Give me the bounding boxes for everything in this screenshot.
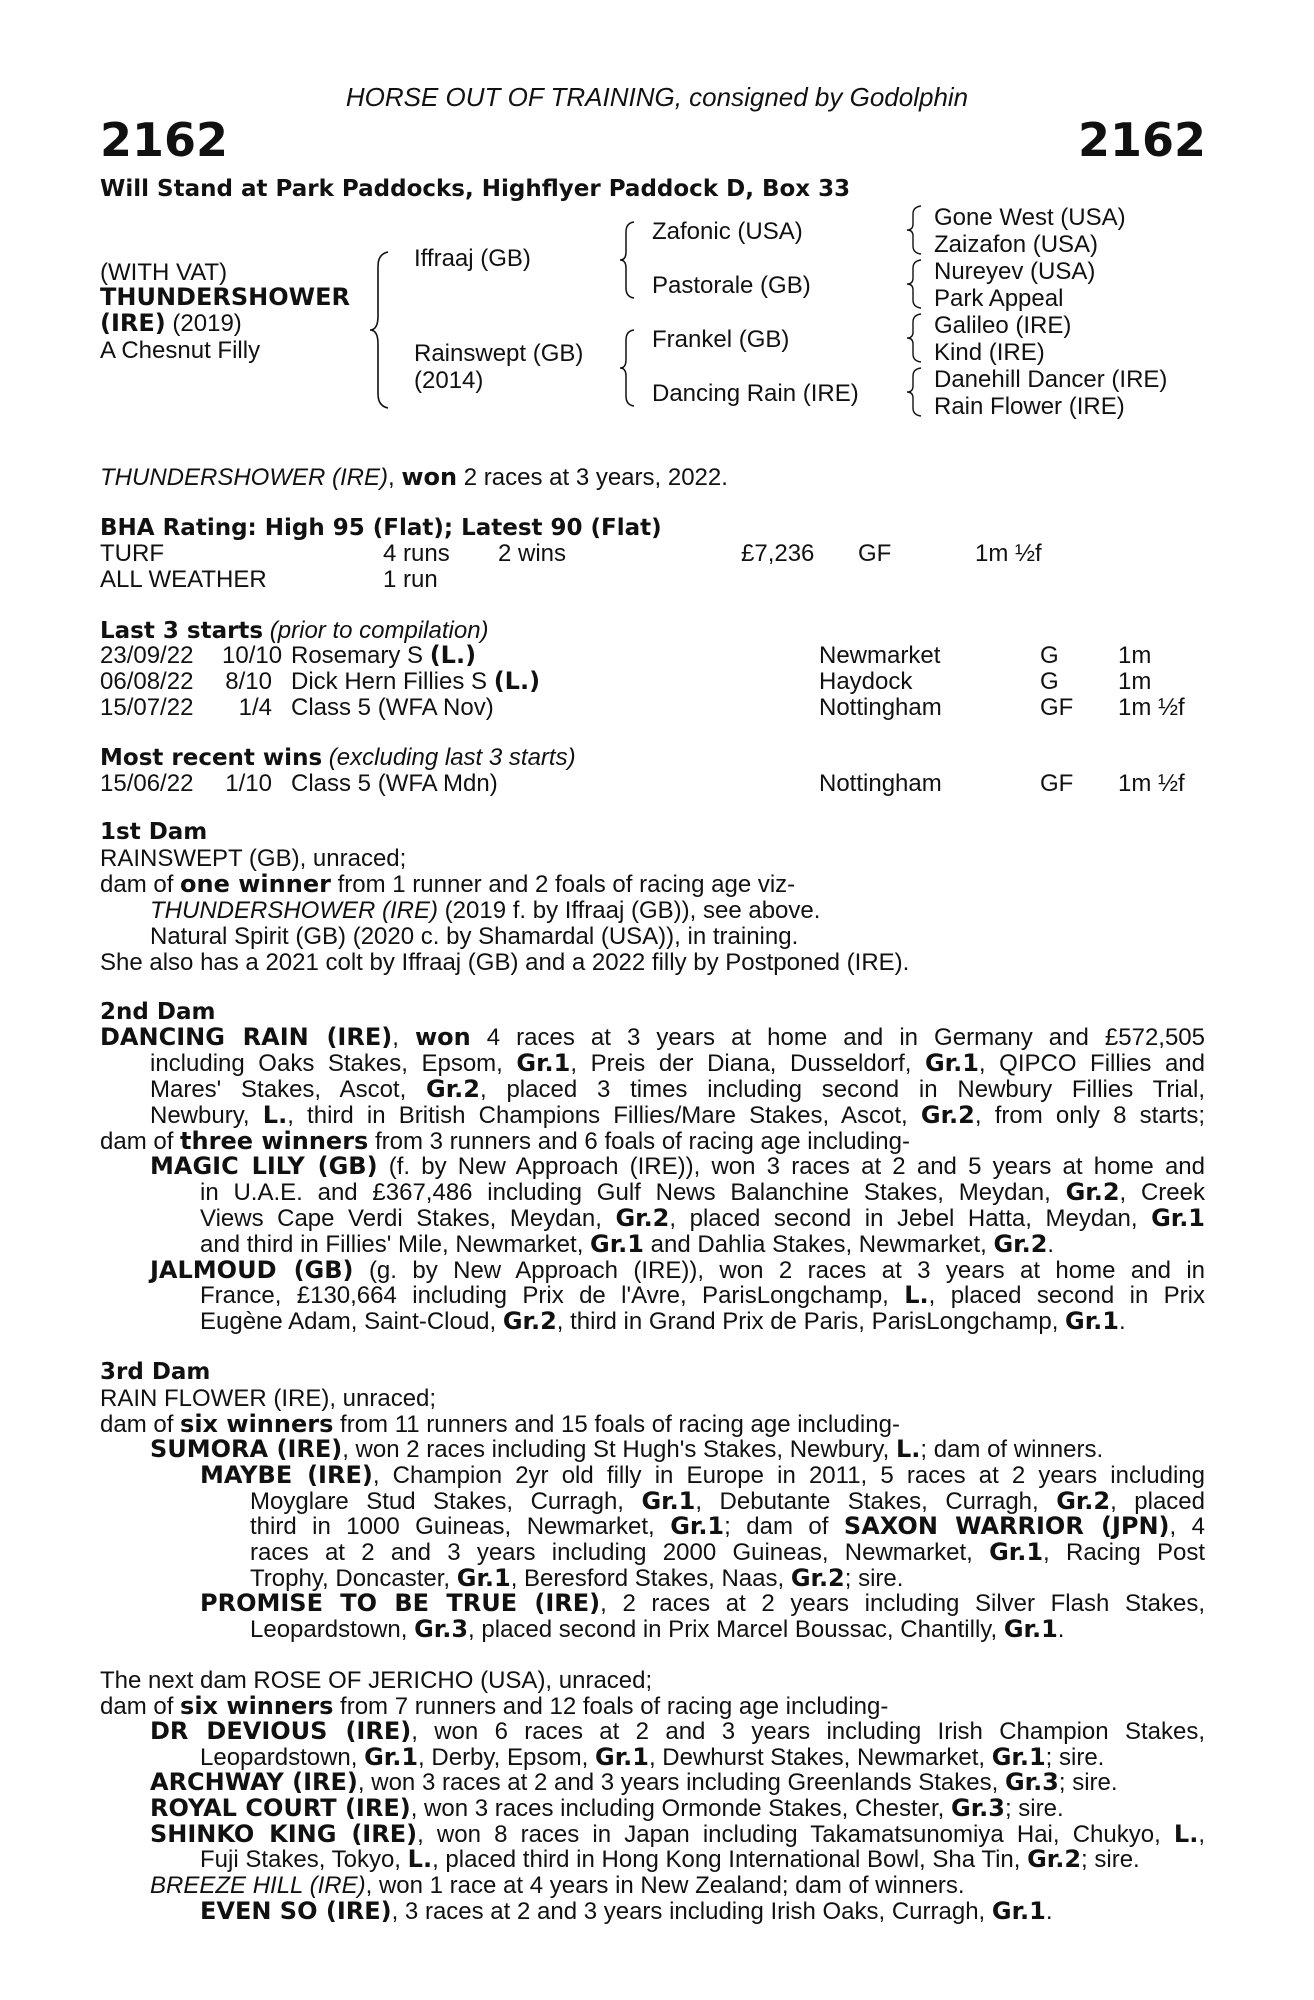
pedigree-sire: Iffraaj (GB) [414, 245, 531, 272]
dam3-title: 3rd Dam [100, 1359, 211, 1385]
pedigree-brace-sire [618, 220, 638, 300]
dam4-line-d: Leopardstown, Gr.1, Derby, Epsom, Gr.1, Dewhurst Stakes, Newmarket, Gr.1; sire. [200, 1743, 1105, 1771]
dam3-line-j: Leopardstown, Gr.3, placed second in Prix Marcel Boussac, Chantilly, Gr.1. [250, 1615, 1065, 1643]
last3-course-0: Newmarket [819, 642, 941, 669]
last3-course-2: Nottingham [819, 694, 942, 721]
dam2-line-i: and third in Fillies' Mile, Newmarket, Gr.1 and Dahlia Stakes, Newmarket, Gr.2. [200, 1230, 1055, 1258]
location-line: Will Stand at Park Paddocks, Highflyer Paddock D, Box 33 [100, 176, 851, 202]
dam2-line-b: including Oaks Stakes, Epsom, Gr.1, Preis der Diana, Dusseldorf, Gr.1, QIPCO Fillies and [150, 1049, 1206, 1077]
dam1-line4: Natural Spirit (GB) (2020 c. by Shamardal (USA)), in training. [150, 923, 799, 950]
recent-pos-0: 1/10 [225, 770, 272, 797]
rating-surface-1: ALL WEATHER [100, 566, 267, 593]
last3-date-1: 06/08/22 [100, 668, 194, 695]
rating-going-0: GF [858, 540, 892, 567]
last3-date-2: 15/07/22 [100, 694, 194, 721]
last3-date-0: 23/09/22 [100, 642, 194, 669]
dam4-line-e: ARCHWAY (IRE), won 3 races at 2 and 3 years including Greenlands Stakes, Gr.3; sire. [150, 1768, 1118, 1796]
pedigree-brace-main [368, 250, 392, 410]
dam4-line-a: The next dam ROSE OF JERICHO (USA), unraced; [100, 1667, 653, 1694]
rating-runs-0: 4 runs [383, 540, 450, 567]
dam2-line-j: JALMOUD (GB) (g. by New Approach (IRE)), won 2 races at 3 years at home and in [150, 1256, 1206, 1284]
last3-pos-2: 1/4 [238, 694, 272, 721]
pedigree-dam: Rainswept (GB) [414, 340, 584, 367]
pedigree-g-2: Nureyev (USA) [934, 258, 1096, 285]
dam3-line-b: dam of six winners from 11 runners and 15 foals of racing age including- [100, 1410, 900, 1438]
pedigree-dam-year: (2014) [414, 367, 484, 394]
last3-dist-2: 1m ½f [1118, 694, 1185, 721]
recent-course-0: Nottingham [819, 770, 942, 797]
pedigree-g-6: Danehill Dancer (IRE) [934, 366, 1168, 393]
pedigree-brace-g4 [905, 366, 925, 418]
rating-runs-1: 1 run [383, 566, 438, 593]
dam3-line-g: races at 2 and 3 years including 2000 Guineas, Newmarket, Gr.1, Racing Post [250, 1538, 1205, 1566]
vat-label: (WITH VAT) [100, 259, 228, 286]
dam3-line-c: SUMORA (IRE), won 2 races including St Hugh's Stakes, Newbury, L.; dam of winners. [150, 1435, 1104, 1463]
dam4-line-c: DR DEVIOUS (IRE), won 6 races at 2 and 3 years including Irish Champion Stakes, [150, 1717, 1205, 1745]
last3-going-0: G [1040, 642, 1059, 669]
dam4-line-g: SHINKO KING (IRE), won 8 races in Japan including Takamatsunomiya Hai, Chukyo, L., [150, 1820, 1205, 1848]
last3-pos-0: 10/10 [222, 642, 283, 669]
dam3-line-e: Moyglare Stud Stakes, Curragh, Gr.1, Debutante Stakes, Curragh, Gr.2, placed [250, 1487, 1206, 1515]
pedigree-sire-sire: Zafonic (USA) [652, 218, 803, 245]
dam3-line-f: third in 1000 Guineas, Newmarket, Gr.1; dam of SAXON WARRIOR (JPN), 4 [250, 1512, 1206, 1540]
dam1-line2: dam of one winner from 1 runner and 2 foals of racing age viz- [100, 870, 796, 898]
pedigree-brace-g1 [905, 204, 925, 256]
horse-origin-year: (IRE) (2019) [100, 309, 242, 337]
last3-dist-0: 1m [1118, 642, 1152, 669]
last3-going-1: G [1040, 668, 1059, 695]
horse-description: A Chesnut Filly [100, 337, 261, 364]
rating-wins-0: 2 wins [498, 540, 567, 567]
pedigree-g-3: Park Appeal [934, 285, 1064, 312]
dam2-title: 2nd Dam [100, 999, 216, 1025]
pedigree-sire-dam: Pastorale (GB) [652, 272, 811, 299]
dam1-title: 1st Dam [100, 819, 208, 845]
recent-heading: Most recent wins (excluding last 3 starts) [100, 744, 576, 771]
dam3-line-i: PROMISE TO BE TRUE (IRE), 2 races at 2 years including Silver Flash Stakes, [200, 1589, 1205, 1617]
consignor-line: HORSE OUT OF TRAINING, consigned by Godolphin [345, 82, 969, 112]
last3-course-1: Haydock [819, 668, 913, 695]
dam1-line3: THUNDERSHOWER (IRE) (2019 f. by Iffraaj (GB)), see above. [150, 897, 821, 924]
pedigree-g-0: Gone West (USA) [934, 204, 1126, 231]
dam2-line-f: MAGIC LILY (GB) (f. by New Approach (IRE)), won 3 races at 2 and 5 years at home and [150, 1152, 1205, 1180]
last3-going-2: GF [1040, 694, 1074, 721]
dam2-line-c: Mares' Stakes, Ascot, Gr.2, placed 3 times including second in Newbury Fillies Trial, [150, 1075, 1206, 1103]
last3-pos-1: 8/10 [225, 668, 272, 695]
lot-number-left: 2162 [100, 113, 229, 167]
last3-race-1: Dick Hern Fillies S (L.) [291, 667, 541, 695]
rating-prize-0: £7,236 [741, 540, 815, 567]
pedigree-g-5: Kind (IRE) [934, 339, 1045, 366]
pedigree-g-4: Galileo (IRE) [934, 312, 1072, 339]
last3-dist-1: 1m [1118, 668, 1152, 695]
pedigree-g-7: Rain Flower (IRE) [934, 393, 1125, 420]
dam2-line-e: dam of three winners from 3 runners and 6 foals of racing age including- [100, 1127, 910, 1155]
horse-name: THUNDERSHOWER [100, 283, 350, 311]
dam4-line-h: Fuji Stakes, Tokyo, L., placed third in Hong Kong International Bowl, Sha Tin, Gr.2; sire. [200, 1845, 1140, 1873]
last3-race-2: Class 5 (WFA Nov) [291, 694, 494, 721]
dam2-line-k: France, £130,664 including Prix de l'Avre, ParisLongchamp, L., placed second in Prix [200, 1281, 1206, 1309]
dam2-line-l: Eugène Adam, Saint-Cloud, Gr.2, third in Grand Prix de Paris, ParisLongchamp, Gr.1. [200, 1307, 1126, 1335]
last3-race-0: Rosemary S (L.) [291, 641, 477, 669]
dam4-line-f: ROYAL COURT (IRE), won 3 races including Ormonde Stakes, Chester, Gr.3; sire. [150, 1794, 1064, 1822]
pedigree-dam-dam: Dancing Rain (IRE) [652, 380, 859, 407]
dam2-line-g: in U.A.E. and £367,486 including Gulf News Balanchine Stakes, Meydan, Gr.2, Creek [200, 1178, 1205, 1206]
dam4-line-b: dam of six winners from 7 runners and 12 foals of racing age including- [100, 1692, 889, 1720]
dam3-line-h: Trophy, Doncaster, Gr.1, Beresford Stakes, Naas, Gr.2; sire. [250, 1564, 904, 1592]
dam2-line-a: DANCING RAIN (IRE), won 4 races at 3 years at home and in Germany and £572,505 [100, 1023, 1206, 1051]
recent-going-0: GF [1040, 770, 1074, 797]
dam2-line-d: Newbury, L., third in British Champions Fillies/Mare Stakes, Ascot, Gr.2, from only 8 starts; [150, 1101, 1205, 1129]
rating-surface-0: TURF [100, 540, 164, 567]
dam2-line-h: Views Cape Verdi Stakes, Meydan, Gr.2, placed second in Jebel Hatta, Meydan, Gr.1 [200, 1204, 1206, 1232]
pedigree-g-1: Zaizafon (USA) [934, 231, 1099, 258]
pedigree-brace-g2 [905, 258, 925, 310]
dam1-line1: RAINSWEPT (GB), unraced; [100, 845, 407, 872]
dam4-line-i: BREEZE HILL (IRE), won 1 race at 4 years in New Zealand; dam of winners. [150, 1872, 965, 1899]
dam3-line-a: RAIN FLOWER (IRE), unraced; [100, 1385, 437, 1412]
dam1-line5: She also has a 2021 colt by Iffraaj (GB) and a 2022 filly by Postponed (IRE). [100, 949, 910, 976]
rating-title: BHA Rating: High 95 (Flat); Latest 90 (Flat) [100, 515, 662, 541]
dam3-line-d: MAYBE (IRE), Champion 2yr old filly in Europe in 2011, 5 races at 2 years including [200, 1461, 1206, 1489]
lot-number-right: 2162 [1077, 113, 1206, 167]
recent-race-0: Class 5 (WFA Mdn) [291, 770, 498, 797]
pedigree-brace-dam [618, 328, 638, 408]
recent-dist-0: 1m ½f [1118, 770, 1185, 797]
recent-date-0: 15/06/22 [100, 770, 194, 797]
pedigree-dam-sire: Frankel (GB) [652, 326, 790, 353]
dam4-line-j: EVEN SO (IRE), 3 races at 2 and 3 years including Irish Oaks, Curragh, Gr.1. [200, 1897, 1053, 1925]
rating-dist-0: 1m ½f [975, 540, 1042, 567]
pedigree-brace-g3 [905, 312, 925, 364]
race-summary: THUNDERSHOWER (IRE), won 2 races at 3 years, 2022. [100, 463, 728, 491]
last3-heading: Last 3 starts (prior to compilation) [100, 617, 489, 644]
